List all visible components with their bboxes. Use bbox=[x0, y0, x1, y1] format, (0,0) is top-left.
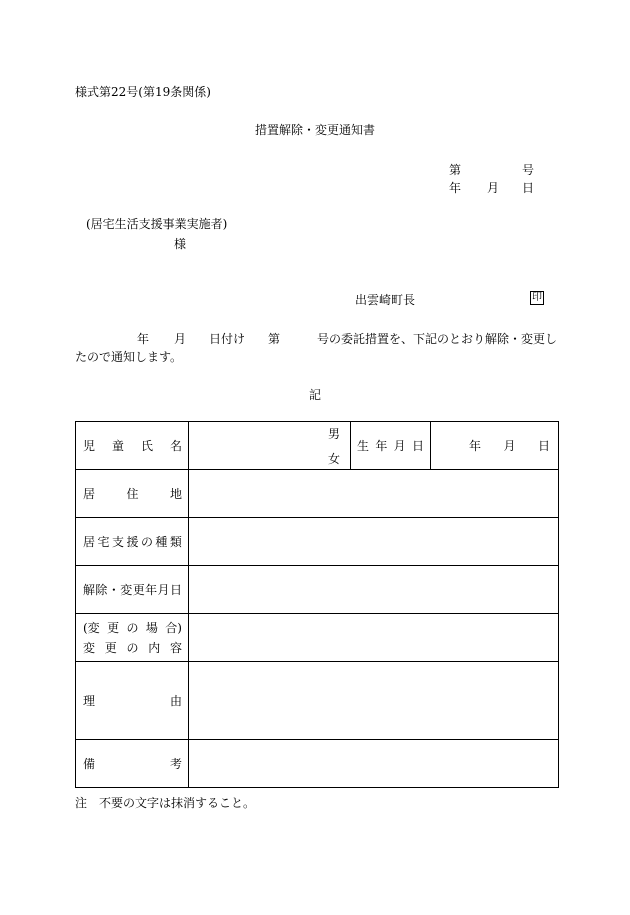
child-name-field[interactable] bbox=[189, 422, 351, 470]
reference-number-label: 第 bbox=[449, 163, 462, 177]
dob-label-cell bbox=[351, 422, 431, 470]
label-char: 名 bbox=[169, 439, 182, 453]
label-char: ・ bbox=[107, 583, 120, 597]
label-char: 居 bbox=[83, 487, 96, 501]
body-number-prefix: 第 bbox=[268, 332, 281, 346]
label-char: 類 bbox=[169, 535, 182, 549]
body-month: 月 bbox=[174, 332, 187, 346]
label-char: 生 bbox=[357, 439, 370, 453]
table-row bbox=[76, 422, 559, 470]
label-char: 住 bbox=[126, 487, 139, 501]
label-char: 除 bbox=[95, 583, 108, 597]
table-row bbox=[76, 740, 559, 788]
label-char: 由 bbox=[169, 694, 182, 708]
label-char: 月 bbox=[157, 583, 170, 597]
dob-day: 日 bbox=[537, 439, 550, 453]
table-row bbox=[76, 518, 559, 566]
label-char: 童 bbox=[111, 439, 124, 453]
table-row bbox=[76, 566, 559, 614]
label-char: 内 bbox=[148, 641, 161, 655]
label-char: 更 bbox=[107, 621, 120, 635]
table-row bbox=[76, 470, 559, 518]
label-char: 児 bbox=[83, 439, 96, 453]
label-char: 年 bbox=[375, 439, 388, 453]
label-char: 更 bbox=[104, 641, 117, 655]
child-name-label-cell bbox=[76, 422, 189, 470]
label-char: 日 bbox=[411, 439, 424, 453]
address-label-cell bbox=[76, 470, 189, 518]
label-char: 変 bbox=[120, 583, 133, 597]
issue-date-day: 日 bbox=[522, 181, 535, 195]
change-content-field[interactable] bbox=[189, 614, 559, 662]
label-char: 居 bbox=[83, 535, 96, 549]
change-date-field[interactable] bbox=[189, 566, 559, 614]
details-table bbox=[75, 421, 559, 788]
label-char: 備 bbox=[83, 757, 96, 771]
table-row bbox=[76, 662, 559, 740]
dob-year: 年 bbox=[469, 439, 482, 453]
table-row bbox=[76, 614, 559, 662]
reason-field[interactable] bbox=[189, 662, 559, 740]
label-char: 年 bbox=[145, 583, 158, 597]
label-char: の bbox=[126, 621, 139, 635]
body-year: 年 bbox=[137, 332, 150, 346]
label-char: 種 bbox=[155, 535, 168, 549]
body-line2: たので通知します。 bbox=[75, 350, 183, 364]
sex-female: 女 bbox=[327, 451, 340, 466]
issue-date-year: 年 bbox=[449, 181, 462, 195]
label-char: 容 bbox=[169, 641, 182, 655]
label-char: 宅 bbox=[97, 535, 110, 549]
label-char: 援 bbox=[126, 535, 139, 549]
form-number: 様式第22号(第19条関係) bbox=[75, 85, 211, 99]
label-char: 日 bbox=[169, 583, 182, 597]
label-char: 月 bbox=[393, 439, 406, 453]
label-char: 地 bbox=[169, 487, 182, 501]
label-char: 理 bbox=[83, 694, 96, 708]
seal-mark: 印 bbox=[532, 292, 542, 303]
body-date-suffix: 日付け bbox=[209, 332, 246, 346]
sex-male: 男 bbox=[327, 426, 340, 441]
label-char: 解 bbox=[83, 583, 96, 597]
label-char: の bbox=[140, 535, 153, 549]
dob-month: 月 bbox=[503, 439, 516, 453]
footnote: 注 不要の文字は抹消すること。 bbox=[75, 796, 256, 810]
reason-label-cell bbox=[76, 662, 189, 740]
support-type-label-cell bbox=[76, 518, 189, 566]
sender-name: 出雲崎町長 bbox=[355, 293, 416, 307]
dob-field[interactable] bbox=[431, 422, 559, 470]
reference-number-suffix: 号 bbox=[522, 163, 535, 177]
document-title: 措置解除・変更通知書 bbox=[254, 123, 375, 137]
issue-date-month: 月 bbox=[487, 181, 500, 195]
change-content-label-cell bbox=[76, 614, 189, 662]
label-char: の bbox=[126, 641, 139, 655]
remarks-label-cell bbox=[76, 740, 189, 788]
recipient-honorific: 様 bbox=[174, 237, 187, 251]
recipient-label: (居宅生活支援事業実施者) bbox=[86, 217, 228, 231]
address-field[interactable] bbox=[189, 470, 559, 518]
body-line1: 号の委託措置を、下記のとおり解除・変更し bbox=[317, 332, 558, 346]
label-char: 氏 bbox=[140, 439, 153, 453]
label-char: (変 bbox=[83, 621, 100, 635]
change-date-label-cell bbox=[76, 566, 189, 614]
label-char: 変 bbox=[83, 641, 96, 655]
label-char: 支 bbox=[111, 535, 124, 549]
remarks-field[interactable] bbox=[189, 740, 559, 788]
label-char: 考 bbox=[169, 757, 182, 771]
support-type-field[interactable] bbox=[189, 518, 559, 566]
label-char: 合) bbox=[165, 621, 182, 635]
label-char: 更 bbox=[132, 583, 145, 597]
ki-heading: 記 bbox=[308, 388, 321, 402]
label-char: 場 bbox=[145, 621, 158, 635]
